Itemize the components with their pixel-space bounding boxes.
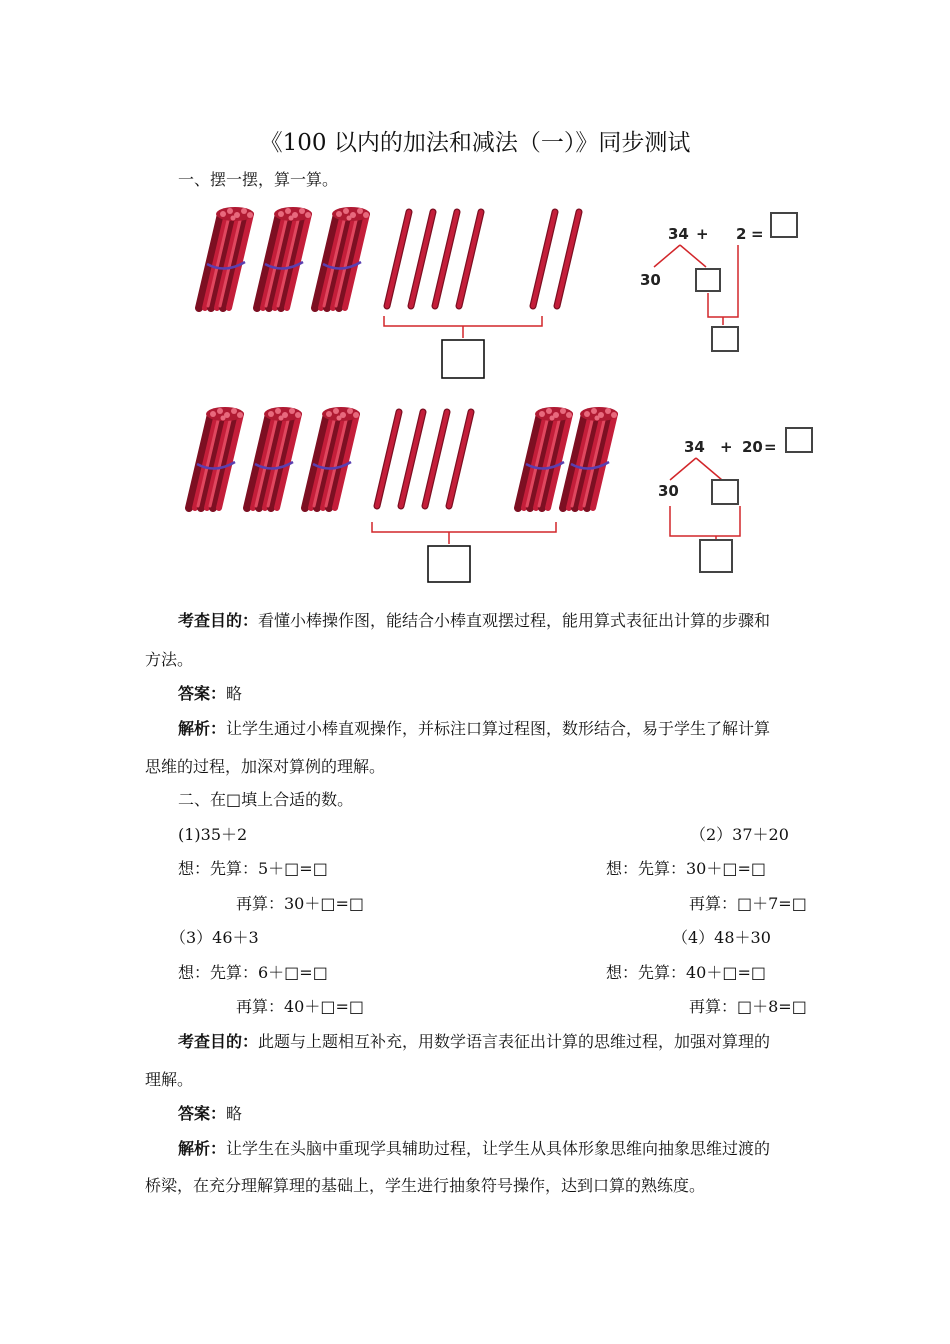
single-stick <box>387 212 409 306</box>
answer-text: 略 <box>226 684 243 703</box>
analysis-label: 解析： <box>178 1139 227 1158</box>
split-diagram-1 <box>630 205 810 355</box>
addend-b: 2 <box>736 225 747 243</box>
stick-bundle <box>189 407 244 508</box>
split-ones-box <box>696 269 720 291</box>
stick-bundle <box>305 407 360 508</box>
analysis-paragraph-2 <box>178 1139 770 1159</box>
split-ones-box <box>712 480 738 504</box>
section2-heading: 二、在□填上合适的数。 <box>178 790 354 809</box>
stick-figure-2 <box>170 400 630 590</box>
step-box <box>712 327 738 351</box>
step-box <box>700 540 732 572</box>
stick-bundle <box>199 207 254 308</box>
q3-label: （3）46＋3 <box>170 928 259 947</box>
q1-then: 再算：30＋□=□ <box>236 894 365 913</box>
analysis-text-cont: 思维的过程，加深对算例的理解。 <box>145 757 386 776</box>
analysis-text-cont: 桥梁，在充分理解算理的基础上，学生进行抽象符号操作，达到口算的熟练度。 <box>145 1176 706 1195</box>
stick-bundle <box>563 407 618 508</box>
bracket <box>384 316 542 326</box>
single-stick <box>435 212 457 306</box>
plus-sign: + <box>696 225 709 243</box>
analysis-label: 解析： <box>178 719 227 738</box>
q4-then: 再算：□＋8=□ <box>689 997 807 1016</box>
q4-think: 想：先算：40＋□=□ <box>606 963 767 982</box>
purpose-text-cont: 方法。 <box>145 650 194 669</box>
single-stick <box>377 412 399 506</box>
q1-think: 想：先算：5＋□=□ <box>178 859 328 878</box>
answer-text: 略 <box>226 1104 243 1123</box>
analysis-text: 让学生通过小棒直观操作，并标注口算过程图，数形结合，易于学生了解计算 <box>226 719 771 738</box>
single-stick <box>401 412 423 506</box>
plus-sign: + <box>720 438 733 456</box>
sum-box <box>771 213 797 237</box>
single-stick <box>425 412 447 506</box>
purpose-label: 考查目的： <box>178 1032 259 1051</box>
purpose-text: 看懂小棒操作图，能结合小棒直观摆过程，能用算式表征出计算的步骤和 <box>258 611 771 630</box>
q2-label: （2）37＋20 <box>690 825 789 844</box>
purpose-label: 考查目的： <box>178 611 259 630</box>
stick-bundle <box>247 407 302 508</box>
single-stick <box>411 212 433 306</box>
split-tens: 30 <box>658 482 679 500</box>
q1-label: (1)35＋2 <box>178 825 248 844</box>
purpose-paragraph-2 <box>178 1032 770 1052</box>
q3-think: 想：先算：6＋□=□ <box>178 963 328 982</box>
answer-box <box>442 340 484 378</box>
answer-label: 答案： <box>178 684 227 703</box>
single-stick <box>459 212 481 306</box>
stick-bundle <box>257 207 312 308</box>
equals-sign: = <box>751 225 764 243</box>
single-stick <box>449 412 471 506</box>
q2-then: 再算：□＋7=□ <box>689 894 807 913</box>
addend-a: 34 <box>668 225 689 243</box>
section1-heading: 一、摆一摆，算一算。 <box>178 170 339 189</box>
equals-sign: = <box>764 438 777 456</box>
answer-line-1 <box>178 684 242 704</box>
stick-bundle <box>315 207 370 308</box>
analysis-paragraph-1 <box>178 719 770 739</box>
split-tens: 30 <box>640 271 661 289</box>
answer-label: 答案： <box>178 1104 227 1123</box>
purpose-text: 此题与上题相互补充，用数学语言表征出计算的思维过程，加强对算理的 <box>258 1032 771 1051</box>
answer-box <box>428 546 470 582</box>
q2-think: 想：先算：30＋□=□ <box>606 859 767 878</box>
q3-then: 再算：40＋□=□ <box>236 997 365 1016</box>
single-stick <box>533 212 555 306</box>
purpose-text-cont: 理解。 <box>145 1070 194 1089</box>
purpose-paragraph-1 <box>178 611 770 631</box>
single-stick <box>557 212 579 306</box>
split-diagram-2 <box>640 420 820 580</box>
addend-b: 20 <box>742 438 763 456</box>
stick-figure-1 <box>180 200 620 390</box>
answer-line-2 <box>178 1104 242 1124</box>
q4-label: （4）48＋30 <box>672 928 771 947</box>
bracket <box>372 522 556 532</box>
analysis-text: 让学生在头脑中重现学具辅助过程，让学生从具体形象思维向抽象思维过渡的 <box>226 1139 771 1158</box>
page-title: 《100 以内的加法和减法（一）》同步测试 <box>259 130 691 156</box>
addend-a: 34 <box>684 438 705 456</box>
sum-box <box>786 428 812 452</box>
